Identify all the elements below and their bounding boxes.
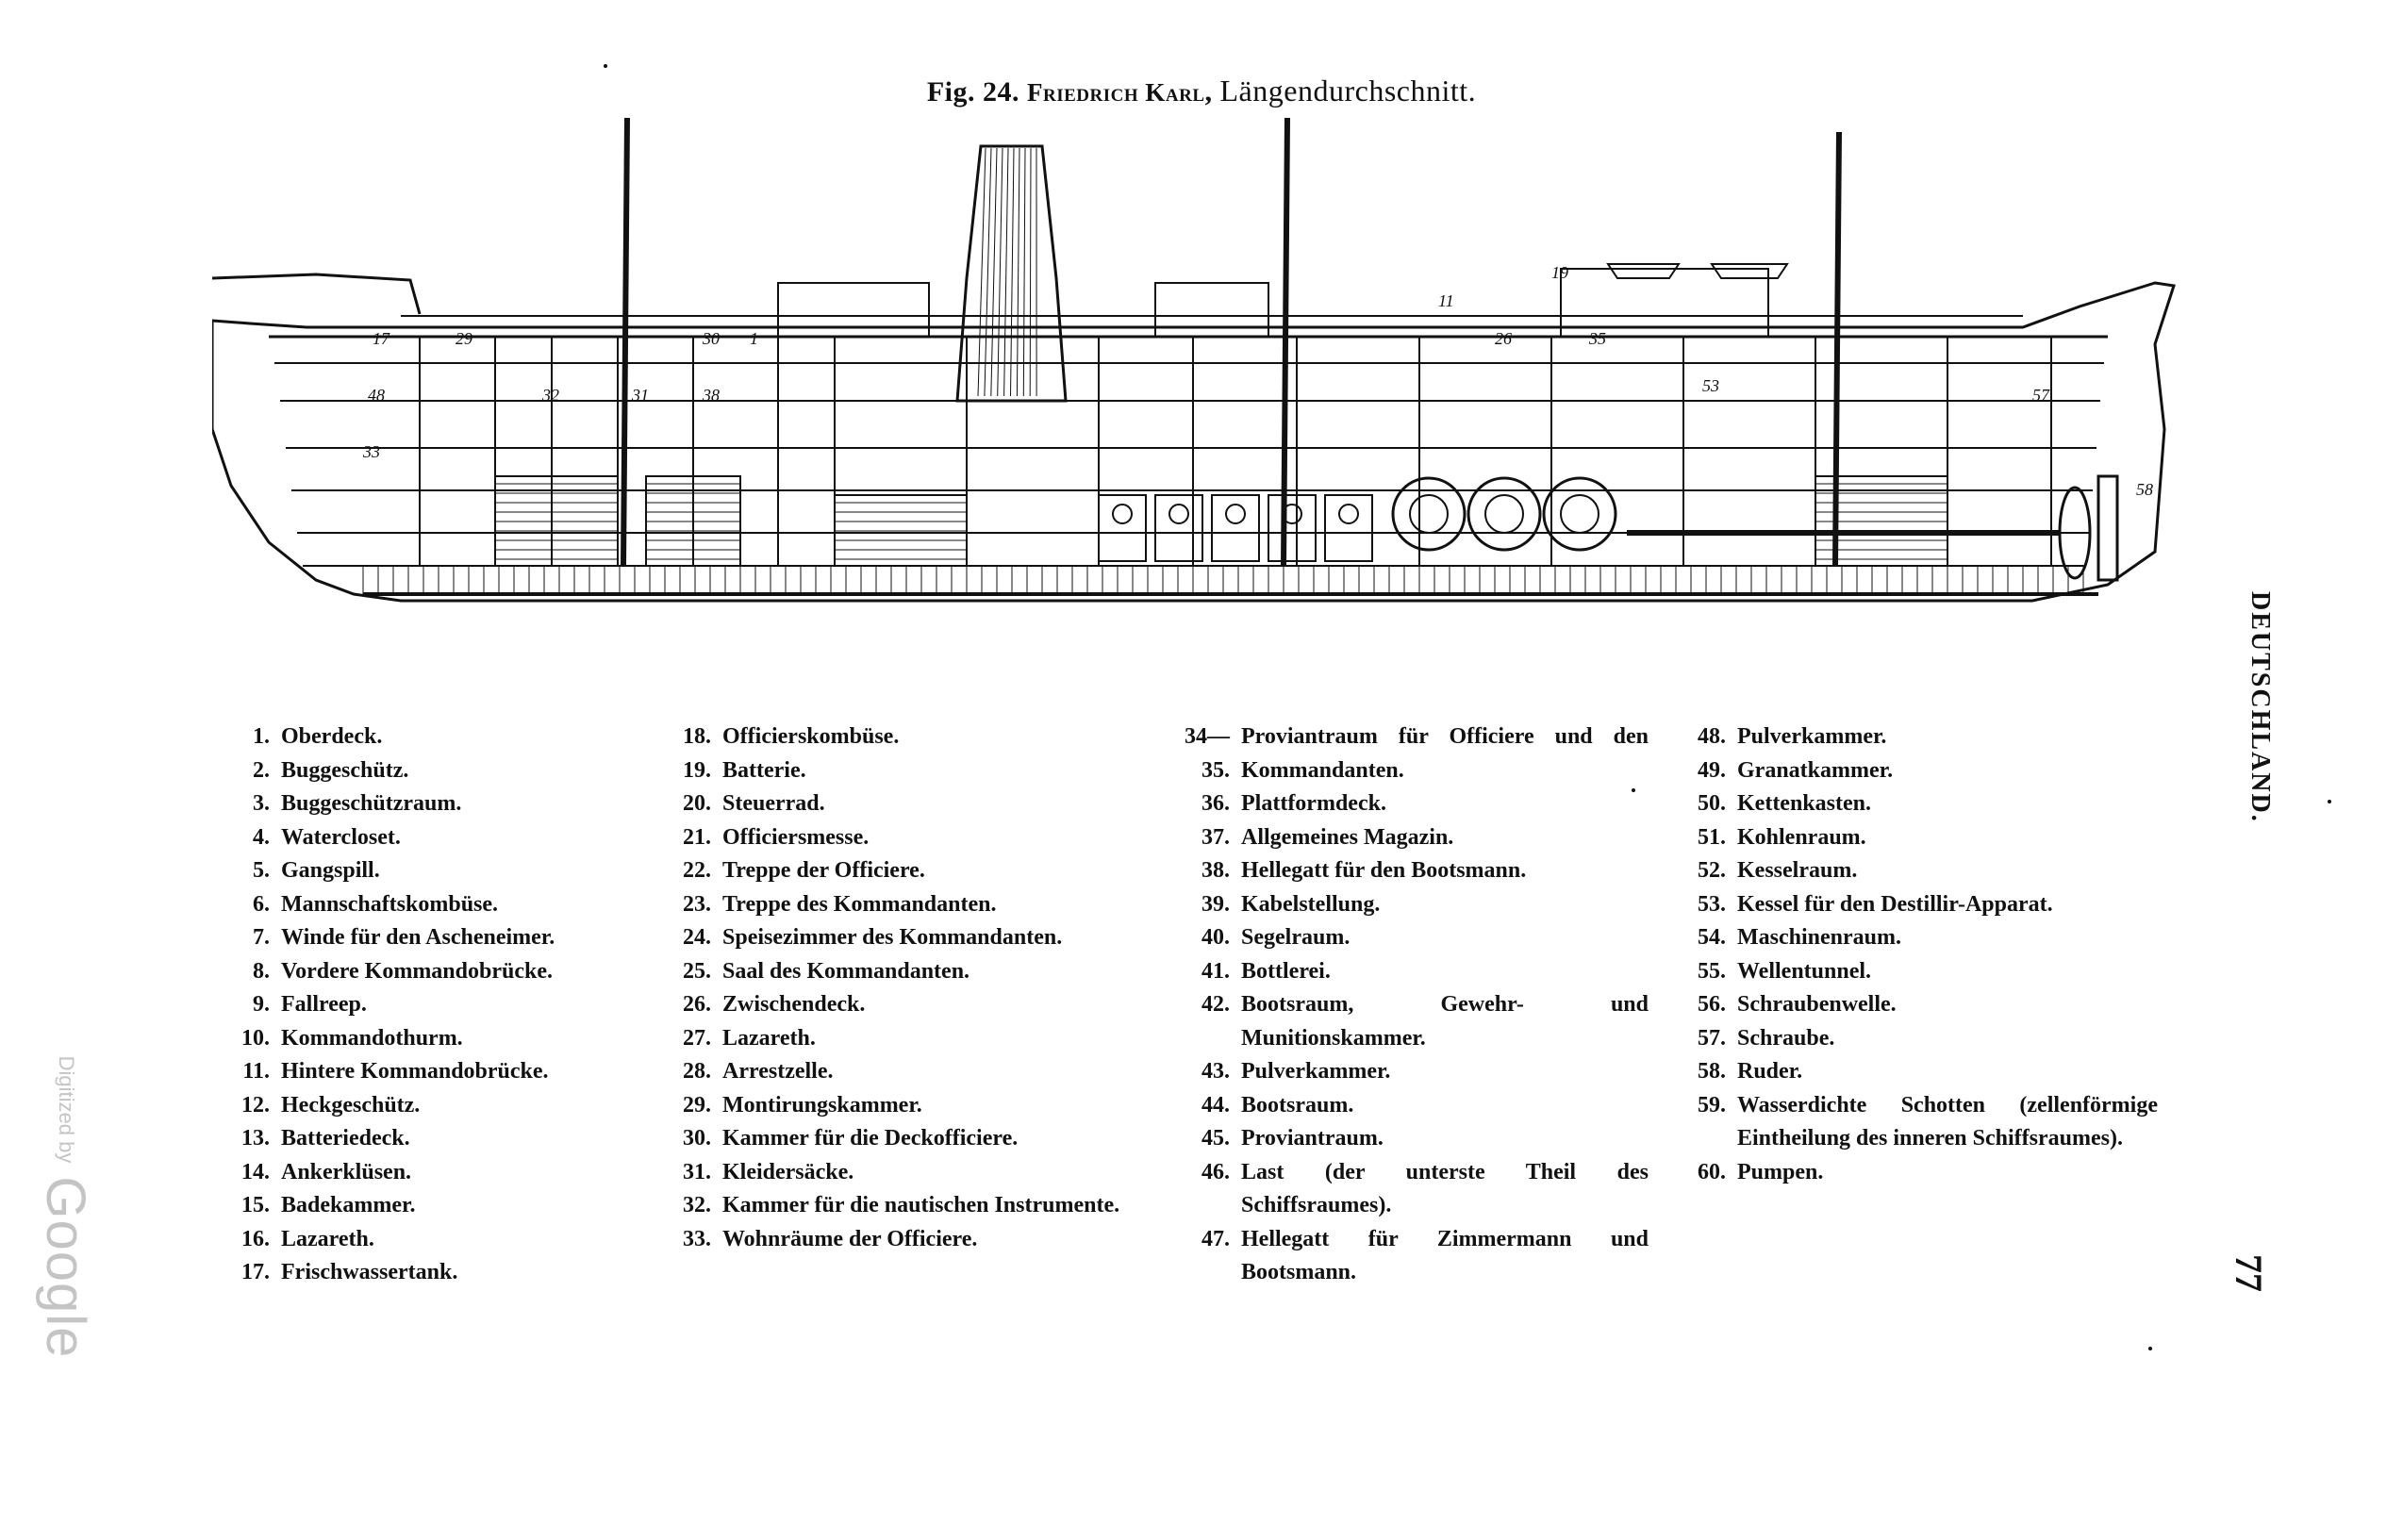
legend-item-text: Kessel für den Destillir-Apparat. — [1737, 891, 2053, 917]
compartment-label: 1 — [750, 329, 758, 348]
legend-item — [1177, 921, 1649, 955]
legend-item-text: Kabelstellung. — [1241, 891, 1381, 917]
legend-item-text: Maschinenraum. — [1737, 925, 1901, 950]
legend-item-text: Batteriedeck. — [281, 1126, 410, 1151]
legend-item — [226, 921, 641, 955]
legend-item-number: 15. — [241, 1193, 270, 1217]
legend-item-text: Wohnräume der Officiere. — [722, 1226, 978, 1251]
legend-item-number: 14. — [241, 1159, 270, 1184]
legend-item-text: Steuerrad. — [722, 791, 825, 816]
legend-item-number: 40. — [1202, 925, 1230, 950]
legend-item-number: 7. — [253, 925, 270, 950]
legend-item-number: 8. — [253, 958, 270, 984]
legend-item-number: 56. — [1698, 992, 1726, 1017]
legend-item-text: Frischwassertank. — [281, 1260, 458, 1284]
legend-item — [671, 1089, 1162, 1123]
legend-item-text: Kommandothurm. — [281, 1025, 463, 1051]
legend-item-number: 2. — [253, 757, 270, 783]
legend-item — [671, 888, 1162, 922]
legend-item-number: 16. — [241, 1226, 270, 1251]
legend-item — [1177, 720, 1649, 787]
legend-item-number: 54. — [1698, 925, 1726, 950]
compartment-label: 29 — [456, 329, 472, 348]
legend-item — [226, 888, 641, 922]
legend-item — [671, 1223, 1162, 1257]
page-number: 77 — [2228, 1254, 2271, 1292]
legend-item — [1177, 821, 1649, 855]
legend-item-text: Lazareth. — [722, 1025, 816, 1051]
legend-item-number: 59. — [1698, 1092, 1726, 1118]
legend-item-text: Pulverkammer. — [1737, 724, 1887, 749]
compartment-label: 30 — [703, 329, 720, 348]
legend-item — [1686, 1089, 2158, 1156]
legend-item-text: Wasserdichte Schotten (zellenförmige Eintheilung des inneren Schiffsraumes). — [1737, 1092, 2158, 1151]
compartment-label: 31 — [632, 386, 649, 405]
legend-item — [1177, 1156, 1649, 1223]
legend-item — [226, 988, 641, 1022]
legend-item-number: 4. — [253, 824, 270, 850]
legend-item-text: Ankerklüsen. — [281, 1159, 412, 1184]
legend-item-text: Segelraum. — [1241, 925, 1351, 950]
legend-item-number: 17. — [241, 1260, 270, 1284]
legend-item-text: Winde für den Ascheneimer. — [281, 925, 555, 950]
legend-item — [226, 1223, 641, 1257]
legend-item-text: Oberdeck. — [281, 724, 383, 749]
legend-item-text: Heckgeschütz. — [281, 1092, 421, 1118]
legend-item-number: 34—35. — [1185, 724, 1230, 783]
figure-caption: Fig. 24. Friedrich Karl, Längendurchschnitt. — [926, 74, 1477, 108]
legend-item-text: Officierskombüse. — [722, 724, 900, 749]
legend-item — [671, 988, 1162, 1022]
legend-item — [1686, 921, 2158, 955]
legend-item — [226, 1122, 641, 1156]
legend-item-text: Proviantraum. — [1241, 1126, 1384, 1151]
legend-item — [671, 1022, 1162, 1056]
ship-cross-section-diagram — [212, 118, 2202, 646]
mast — [1835, 132, 1839, 566]
lifeboat — [1712, 264, 1787, 278]
compartment-label: 33 — [363, 442, 380, 461]
legend-item-number: 51. — [1698, 824, 1726, 850]
compartment-label: 48 — [368, 386, 385, 405]
legend-item-text: Schraube. — [1737, 1025, 1835, 1051]
legend-item-text: Plattformdeck. — [1241, 791, 1386, 816]
compartment-label: 19 — [1551, 263, 1568, 282]
legend-item-text: Bootsraum. — [1241, 1092, 1354, 1118]
legend-item-text: Arrestzelle. — [722, 1059, 834, 1084]
legend-item-text: Last (der unterste Theil des Schiffsraumes). — [1241, 1159, 1649, 1217]
legend-column-4 — [1686, 720, 2158, 1189]
legend-item-number: 28. — [683, 1059, 711, 1084]
legend-item-text: Lazareth. — [281, 1226, 374, 1251]
legend-item-number: 29. — [683, 1092, 711, 1118]
legend-column-3 — [1177, 720, 1649, 1290]
legend-item-number: 3. — [253, 791, 270, 816]
legend-item-number: 19. — [683, 757, 711, 783]
legend-item-number: 31. — [683, 1159, 711, 1184]
print-speck — [604, 64, 607, 68]
legend-item — [226, 720, 641, 754]
legend-item — [226, 854, 641, 888]
legend-item-number: 52. — [1698, 858, 1726, 883]
legend-item-number: 10. — [241, 1025, 270, 1051]
legend-item-text: Kammer für die Deckofficiere. — [722, 1126, 1019, 1151]
legend-item — [671, 1189, 1162, 1223]
legend-item-number: 44. — [1202, 1092, 1230, 1118]
legend-item — [671, 821, 1162, 855]
legend-column-2 — [671, 720, 1162, 1256]
legend-item-text: Mannschaftskombüse. — [281, 891, 499, 917]
legend-item — [671, 720, 1162, 754]
legend-item-text: Gangspill. — [281, 858, 380, 883]
legend-item-number: 1. — [253, 724, 270, 749]
legend-item-number: 41. — [1202, 958, 1230, 984]
legend-item-number: 24. — [683, 925, 711, 950]
legend-item — [671, 854, 1162, 888]
legend-item — [1686, 821, 2158, 855]
legend-item-text: Zwischendeck. — [722, 992, 866, 1017]
legend-item — [1177, 1223, 1649, 1290]
legend-item — [1177, 955, 1649, 989]
legend-item-text: Hintere Kommandobrücke. — [281, 1059, 549, 1084]
legend-item-text: Wellentunnel. — [1737, 958, 1872, 984]
legend-item-number: 23. — [683, 891, 711, 917]
legend-item-number: 43. — [1202, 1059, 1230, 1084]
legend-item-number: 33. — [683, 1226, 711, 1251]
legend-item-number: 42. — [1202, 992, 1230, 1017]
legend-item-number: 50. — [1698, 791, 1726, 816]
legend-item-text: Speisezimmer des Kommandanten. — [722, 925, 1063, 950]
legend-item-number: 22. — [683, 858, 711, 883]
legend-item-text: Badekammer. — [281, 1193, 416, 1217]
legend-item-number: 57. — [1698, 1025, 1726, 1051]
legend-item — [226, 1189, 641, 1223]
legend-item-text: Treppe des Kommandanten. — [722, 891, 997, 917]
legend-item-text: Hellegatt für den Bootsmann. — [1241, 858, 1527, 883]
legend-item-number: 36. — [1202, 791, 1230, 816]
legend-item-text: Kesselraum. — [1737, 858, 1858, 883]
compartment-label: 32 — [542, 386, 559, 405]
legend-item — [1177, 888, 1649, 922]
legend-item — [671, 787, 1162, 821]
legend-item-text: Proviantraum für Officiere und den Kommandanten. — [1241, 724, 1649, 783]
legend-item-number: 38. — [1202, 858, 1230, 883]
legend-item — [1686, 988, 2158, 1022]
legend-item-number: 55. — [1698, 958, 1726, 984]
legend-item-text: Pumpen. — [1737, 1159, 1824, 1184]
legend-item — [1686, 754, 2158, 788]
legend-item-text: Kettenkasten. — [1737, 791, 1871, 816]
watermark-prefix: Digitized by — [55, 1055, 78, 1164]
legend-item — [226, 1089, 641, 1123]
legend-column-1 — [226, 720, 641, 1290]
compartment-label: 57 — [2032, 386, 2049, 405]
legend-item-text: Treppe der Officiere. — [722, 858, 925, 883]
legend-item-text: Pulverkammer. — [1241, 1059, 1391, 1084]
compartment-label: 58 — [2136, 480, 2153, 499]
legend-item — [1686, 1022, 2158, 1056]
legend-item-text: Ruder. — [1737, 1059, 1803, 1084]
legend-item — [1177, 1055, 1649, 1089]
legend-item-number: 60. — [1698, 1159, 1726, 1184]
legend-item-number: 12. — [241, 1092, 270, 1118]
legend-item-text: Bottlerei. — [1241, 958, 1331, 984]
print-speck — [2328, 800, 2331, 803]
legend-item — [671, 1156, 1162, 1190]
legend-item-number: 27. — [683, 1025, 711, 1051]
legend-item-number: 45. — [1202, 1126, 1230, 1151]
legend-item-text: Schraubenwelle. — [1737, 992, 1897, 1017]
legend-item-number: 9. — [253, 992, 270, 1017]
legend-item-text: Watercloset. — [281, 824, 401, 850]
legend-item — [671, 1055, 1162, 1089]
legend-item-number: 37. — [1202, 824, 1230, 850]
legend-item-number: 30. — [683, 1126, 711, 1151]
legend-item — [226, 1055, 641, 1089]
legend-item — [226, 955, 641, 989]
legend-item — [671, 921, 1162, 955]
legend-item-number: 18. — [683, 724, 711, 749]
legend-item — [1686, 787, 2158, 821]
legend-item — [1177, 1089, 1649, 1123]
legend-item — [1686, 854, 2158, 888]
legend-item-number: 11. — [242, 1059, 270, 1084]
digitized-watermark — [0, 1055, 236, 1359]
legend-item — [1686, 720, 2158, 754]
running-header-country: DEUTSCHLAND. — [2246, 591, 2275, 823]
legend-item — [1686, 888, 2158, 922]
ship-name: Friedrich Karl — [1027, 78, 1205, 107]
legend-item-number: 5. — [253, 858, 270, 883]
legend-item — [1177, 1122, 1649, 1156]
figure-subtitle: Längendurchschnitt. — [1219, 74, 1477, 108]
legend-item-number: 21. — [683, 824, 711, 850]
legend-item-number: 53. — [1698, 891, 1726, 917]
legend-item-text: Batterie. — [722, 757, 806, 783]
legend-item-text: Officiersmesse. — [722, 824, 870, 850]
legend-item — [1686, 1156, 2158, 1190]
legend-item-number: 49. — [1698, 757, 1726, 783]
legend-item-number: 39. — [1202, 891, 1230, 917]
legend-item — [671, 1122, 1162, 1156]
legend-item — [1686, 1055, 2158, 1089]
print-speck — [2148, 1347, 2152, 1350]
legend-item — [226, 821, 641, 855]
legend-item-text: Saal des Kommandanten. — [722, 958, 970, 984]
legend-item — [671, 955, 1162, 989]
google-logo: Google — [35, 1176, 97, 1359]
legend-item-text: Montirungskammer. — [722, 1092, 922, 1118]
legend-item-number: 32. — [683, 1193, 711, 1217]
legend-item-text: Granatkammer. — [1737, 757, 1894, 783]
legend-item-number: 25. — [683, 958, 711, 984]
legend-item-text: Vordere Kommandobrücke. — [281, 958, 553, 984]
lifeboat — [1608, 264, 1679, 278]
mast — [623, 118, 627, 566]
legend-item — [1177, 854, 1649, 888]
legend-item-number: 26. — [683, 992, 711, 1017]
legend-item-text: Kammer für die nautischen Instrumente. — [722, 1193, 1120, 1217]
compartment-label: 35 — [1589, 329, 1606, 348]
legend-item — [1177, 988, 1649, 1055]
compartment-label: 26 — [1495, 329, 1512, 348]
compartment-label: 17 — [373, 329, 389, 348]
compartment-label: 38 — [703, 386, 720, 405]
legend-item — [226, 1256, 641, 1290]
legend-item-number: 6. — [253, 891, 270, 917]
legend-item-text: Hellegatt für Zimmermann und Bootsmann. — [1241, 1226, 1649, 1284]
legend-item-number: 13. — [241, 1126, 270, 1151]
legend-item-number: 48. — [1698, 724, 1726, 749]
legend-item — [1686, 955, 2158, 989]
legend-item-number: 47. — [1202, 1226, 1230, 1251]
legend-item-text: Kohlenraum. — [1737, 824, 1866, 850]
legend-item-text: Buggeschütz. — [281, 757, 409, 783]
legend-item-number: 58. — [1698, 1059, 1726, 1084]
legend-item-number: 46. — [1202, 1159, 1230, 1184]
legend-item-text: Buggeschützraum. — [281, 791, 462, 816]
bow-gun — [212, 274, 420, 314]
legend-item — [226, 787, 641, 821]
legend-item-text: Fallreep. — [281, 992, 367, 1017]
mast — [1284, 118, 1287, 566]
legend-item-text: Allgemeines Magazin. — [1241, 824, 1454, 850]
legend-item — [226, 754, 641, 788]
legend-item-text: Kleidersäcke. — [722, 1159, 854, 1184]
figure-label: Fig. 24. — [926, 76, 1020, 108]
print-speck — [1632, 788, 1635, 792]
legend-item — [226, 1022, 641, 1056]
legend-item — [226, 1156, 641, 1190]
legend-item-number: 20. — [683, 791, 711, 816]
legend-item — [671, 754, 1162, 788]
legend-item-text: Bootsraum, Gewehr- und Munitionskammer. — [1241, 992, 1649, 1051]
legend-item — [1177, 787, 1649, 821]
compartment-label: 53 — [1702, 376, 1719, 395]
compartment-label: 11 — [1438, 291, 1454, 310]
